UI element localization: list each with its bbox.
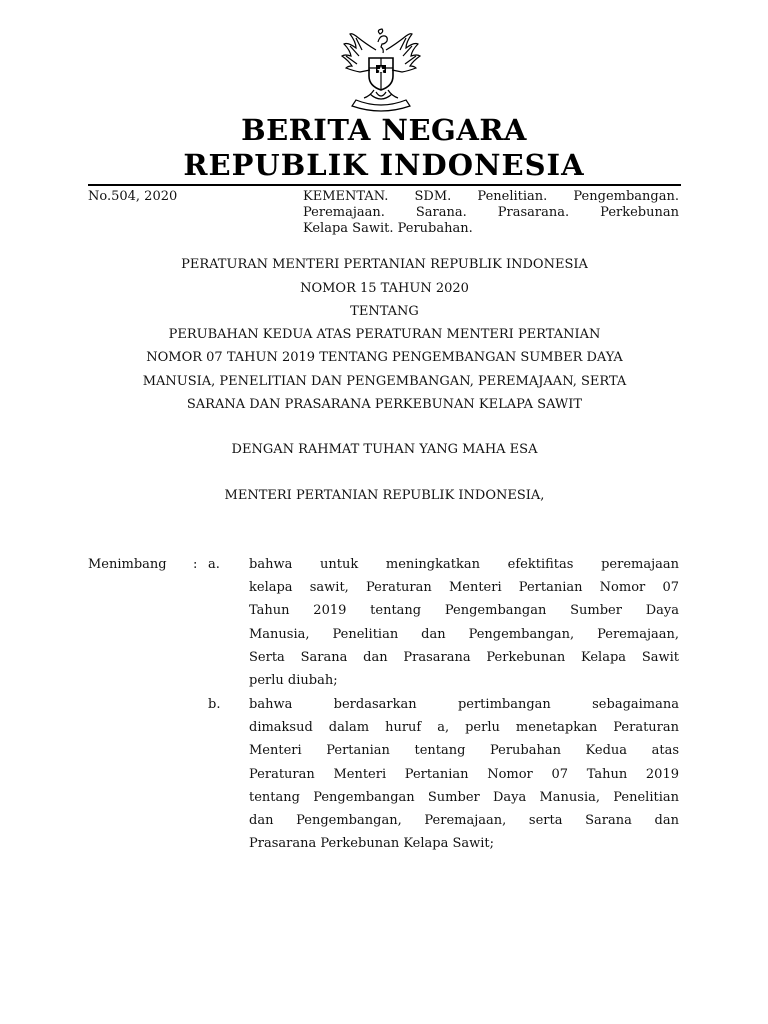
gazette-subject: [303, 189, 679, 237]
considering-colon: :: [193, 557, 198, 572]
garuda-emblem-icon: [336, 28, 426, 114]
consideration-line: dan Pengembangan, Peremajaan, serta Sarana dan: [249, 813, 679, 829]
invocation: DENGAN RAHMAT TUHAN YANG MAHA ESA: [231, 442, 538, 457]
masthead-divider: [88, 184, 681, 186]
consideration-line: tentang Pengembangan Sumber Daya Manusia, Penelitian: [249, 789, 679, 805]
consideration-line: Serta Sarana dan Prasarana Perkebunan Kelapa Sawit: [249, 649, 679, 665]
consideration-letter-b: b.: [208, 697, 221, 712]
regulation-title-line: MANUSIA, PENELITIAN DAN PENGEMBANGAN, PEREMAJAAN, SERTA: [142, 373, 627, 389]
consideration-line: Manusia, Penelitian dan Pengembangan, Peremajaan,: [249, 626, 679, 642]
regulation-title-line: NOMOR 07 TAHUN 2019 TENTANG PENGEMBANGAN SUMBER DAYA: [146, 350, 623, 366]
consideration-line: Peraturan Menteri Pertanian Nomor 07 Tahun 2019: [249, 766, 679, 782]
regulation-about: TENTANG: [350, 304, 419, 319]
regulation-heading: PERATURAN MENTERI PERTANIAN REPUBLIK INDONESIA: [181, 257, 588, 272]
regulation-number: NOMOR 15 TAHUN 2020: [300, 281, 469, 296]
consideration-line: Tahun 2019 tentang Pengembangan Sumber Daya: [249, 603, 679, 619]
gazette-subject-line: Peremajaan. Sarana. Prasarana. Perkebunan: [303, 205, 679, 220]
issuer: MENTERI PERTANIAN REPUBLIK INDONESIA,: [224, 488, 545, 503]
consideration-line: Menteri Pertanian tentang Perubahan Kedua atas: [249, 743, 679, 759]
considering-label: Menimbang: [88, 557, 167, 572]
masthead-subtitle: REPUBLIK INDONESIA: [183, 148, 585, 182]
consideration-line: bahwa berdasarkan pertimbangan sebagaimana: [249, 697, 679, 712]
regulation-title: [88, 323, 681, 417]
regulation-title-line: PERUBAHAN KEDUA ATAS PERATURAN MENTERI PERTANIAN: [168, 327, 601, 342]
gazette-number: No.504, 2020: [88, 189, 178, 204]
consideration-line: dimaksud dalam huruf a, perlu menetapkan Peraturan: [249, 720, 679, 736]
consideration-line: Prasarana Perkebunan Kelapa Sawit;: [249, 836, 495, 852]
regulation-title-line: SARANA DAN PRASARANA PERKEBUNAN KELAPA SAWIT: [186, 397, 583, 413]
consideration-item-a: [249, 553, 679, 692]
gazette-subject-line: Kelapa Sawit. Perubahan.: [303, 221, 473, 236]
consideration-letter-a: a.: [208, 557, 220, 572]
masthead-title: BERITA NEGARA: [241, 113, 527, 147]
consideration-item-b: [249, 693, 679, 855]
gazette-subject-line: KEMENTAN. SDM. Penelitian. Pengembangan.: [303, 189, 679, 204]
consideration-line: kelapa sawit, Peraturan Menteri Pertanian Nomor 07: [249, 580, 679, 596]
consideration-line: bahwa untuk meningkatkan efektifitas peremajaan: [249, 557, 679, 572]
consideration-line: perlu diubah;: [249, 673, 338, 689]
